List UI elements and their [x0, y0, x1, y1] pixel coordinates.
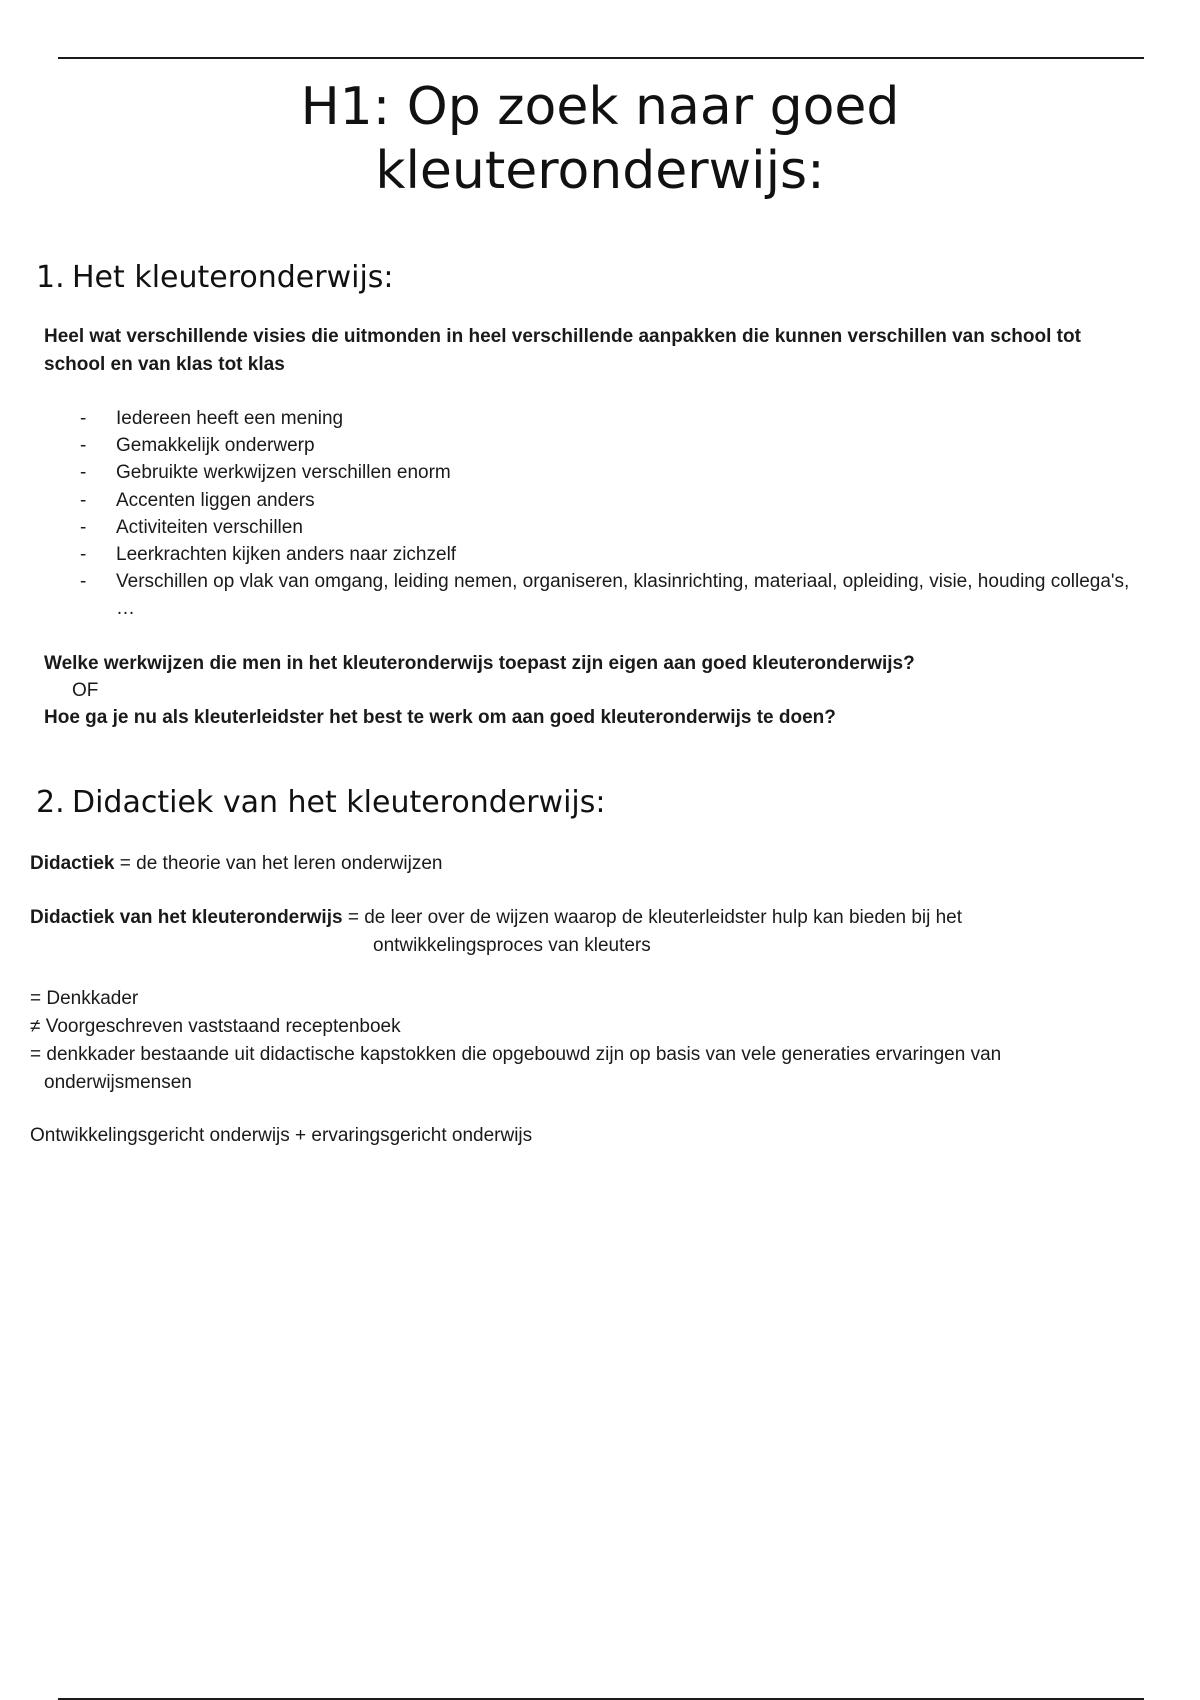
section-2-heading	[36, 785, 606, 821]
list-item	[80, 487, 1130, 514]
list-item: ≠ Voorgeschreven vaststaand receptenboek	[30, 1016, 401, 1037]
list-item	[80, 459, 1130, 486]
section-1-title: Het kleuteronderwijs:	[72, 260, 394, 295]
list-item	[80, 405, 1130, 432]
dash-bullet: -	[80, 516, 87, 538]
list-item-text: Gemakkelijk onderwerp	[116, 435, 315, 457]
definition-didactiek	[30, 850, 442, 878]
list-item	[80, 541, 1130, 568]
definition-term: Didactiek	[30, 853, 115, 874]
dash-bullet: -	[80, 571, 87, 593]
definition-text: = de leer over de wijzen waarop de kleuterleidster hulp kan bieden bij het	[342, 907, 963, 928]
dash-bullet: -	[80, 462, 87, 484]
list-item: = Denkkader	[30, 988, 139, 1009]
definition-continuation: ontwikkelingsproces van kleuters	[373, 935, 651, 956]
top-rule	[58, 57, 1144, 59]
section-1-heading	[36, 260, 394, 296]
question-2: Hoe ga je nu als kleuterleidster het best te werk om aan goed kleuteronderwijs te doen?	[44, 707, 836, 728]
definition-didactiek-kleuteronderwijs	[30, 904, 962, 932]
definition-text: = de theorie van het leren onderwijzen	[114, 853, 443, 874]
list-item	[80, 432, 1130, 459]
list-item	[80, 568, 1130, 622]
or-separator: OF	[72, 680, 99, 701]
list-item: = denkkader bestaande uit didactische kapstokken die opgebouwd zijn op basis van vele generaties ervaringen van	[30, 1044, 1002, 1065]
list-item-text: Accenten liggen anders	[116, 489, 315, 511]
page-title-line-2: kleuteronderwijs:	[375, 141, 825, 201]
list-item-text: Verschillen op vlak van omgang, leiding nemen, organiseren, klasinrichting, materiaal, opleiding, visie, houding collega's, …	[116, 571, 1130, 620]
section-1-intro: Heel wat verschillende visies die uitmonden in heel verschillende aanpakken die kunnen verschillen van school tot school en van klas tot klas	[44, 326, 1081, 375]
section-1-number: 1.	[36, 260, 65, 295]
dash-bullet: -	[80, 489, 87, 511]
section-2-number: 2.	[36, 785, 65, 820]
list-item-text: Iedereen heeft een mening	[116, 408, 344, 429]
section-2-title: Didactiek van het kleuteronderwijs:	[72, 785, 606, 820]
dash-bullet: -	[80, 408, 87, 429]
list-item-text: Activiteiten verschillen	[116, 516, 303, 538]
dash-bullet: -	[80, 544, 87, 566]
question-1: Welke werkwijzen die men in het kleuteronderwijs toepast zijn eigen aan goed kleuteronderwijs?	[44, 653, 915, 674]
page-title-line-1: H1: Op zoek naar goed	[300, 77, 900, 137]
list-item-continuation: onderwijsmensen	[44, 1072, 192, 1093]
page-title	[0, 75, 1200, 203]
list-item	[80, 514, 1130, 541]
section-1-bullet-list	[80, 405, 1130, 623]
list-item-text: Gebruikte werkwijzen verschillen enorm	[116, 462, 451, 484]
dash-bullet: -	[80, 435, 87, 457]
list-item-text: Leerkrachten kijken anders naar zichzelf	[116, 544, 457, 566]
summary-line: Ontwikkelingsgericht onderwijs + ervaringsgericht onderwijs	[30, 1125, 533, 1146]
denkkader-list	[30, 985, 1001, 1097]
definition-term: Didactiek van het kleuteronderwijs	[30, 907, 343, 928]
